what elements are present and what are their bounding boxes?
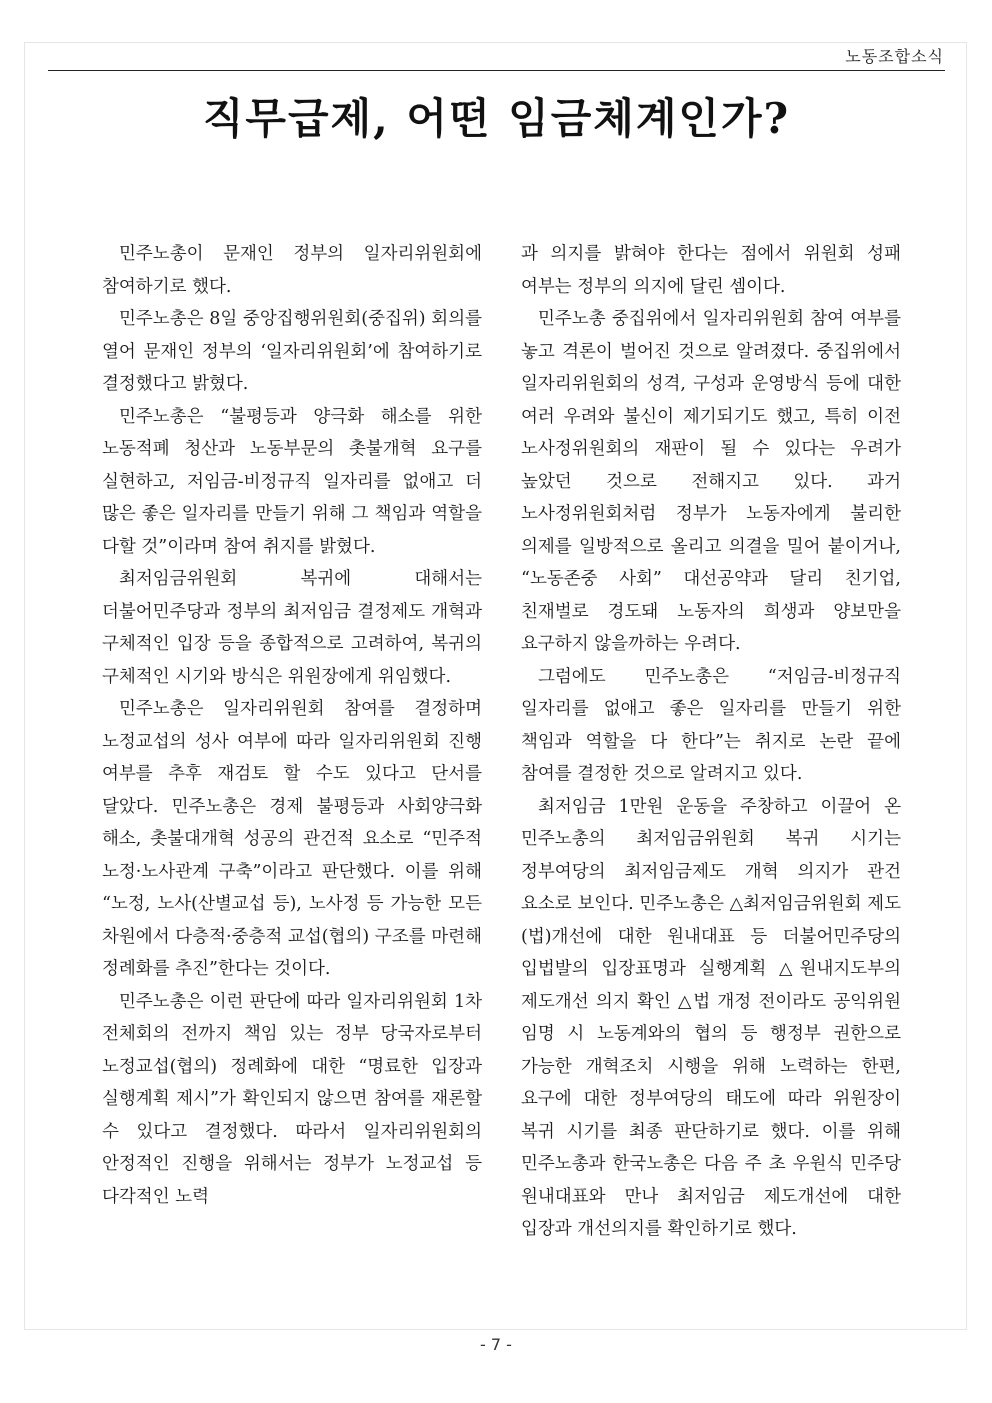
- article-title: 직무급제, 어떤 임금체계인가?: [202, 94, 791, 143]
- header-rule: [48, 70, 945, 71]
- paragraph: 민주노총은 일자리위원회 참여를 결정하며 노정교섭의 성사 여부에 따라 일자리위원회 진행 여부를 추후 재검토 할 수도 있다고 단서를 달았다. 민주노총은 경제 불평등과 사회양극화 해소, 촛불대개혁 성공의 관건적 요소로 “민주적 노정·노사관계 구축”이라고 판단했다. 이를 위해 “노정, 노사(산별교섭 등), 노사정 등 가능한 모든 차원에서 다층적·중층적 교섭(협의) 구조를 마련해 정례화를 추진”한다는 것이다.: [102, 699, 482, 979]
- right-column: [521, 238, 901, 1246]
- paragraph: 민주노총이 문재인 정부의 일자리위원회에 참여하기로 했다.: [102, 244, 482, 297]
- paragraph: 민주노총은 “불평등과 양극화 해소를 위한 노동적폐 청산과 노동부문의 촛불개혁 요구를 실현하고, 저임금-비정규직 일자리를 없애고 더 많은 좋은 일자리를 만들기 위해 그 책임과 역할을 다할 것”이라며 참여 취지를 밝혔다.: [102, 406, 482, 557]
- paragraph: 민주노총은 8일 중앙집행위원회(중집위) 회의를 열어 문재인 정부의 ‘일자리위원회’에 참여하기로 결정했다고 밝혔다.: [102, 309, 482, 394]
- paragraph-continuation: 과 의지를 밝혀야 한다는 점에서 위원회 성패 여부는 정부의 의지에 달린 셈이다.: [521, 244, 901, 297]
- paragraph: 최저임금 1만원 운동을 주창하고 이끌어 온 민주노총의 최저임금위원회 복귀 시기는 정부여당의 최저임금제도 개혁 의지가 관건 요소로 보인다. 민주노총은 △최저임금위원회 제도(법)개선에 대한 원내대표 등 더불어민주당의 입법발의 입장표명과 실행계획 △원내지도부의 제도개선 의지 확인 △법 개정 전이라도 공익위원 임명 시 노동계와의 협의 등 행정부 권한으로 가능한 개혁조치 시행을 위해 노력하는 한편, 요구에 대한 정부여당의 태도에 따라 위원장이 복귀 시기를 최종 판단하기로 했다. 이를 위해 민주노총과 한국노총은 다음 주 초 우원식 민주당 원내대표와 만나 최저임금 제도개선에 대한 입장과 개선의지를 확인하기로 했다.: [521, 796, 901, 1239]
- running-header: 노동조합소식: [845, 47, 944, 66]
- paragraph: 민주노총은 이런 판단에 따라 일자리위원회 1차 전체회의 전까지 책임 있는 정부 당국자로부터 노정교섭(협의) 정례화에 대한 “명료한 입장과 실행계획 제시”가 확인되지 않으면 참여를 재론할 수 있다고 결정했다. 따라서 일자리위원회의 안정적인 진행을 위해서는 정부가 노정교섭 등 다각적인 노력: [102, 991, 482, 1207]
- left-column: [102, 238, 482, 1213]
- page-number: - 7 -: [480, 1335, 512, 1354]
- paragraph: 최저임금위원회 복귀에 대해서는 더불어민주당과 정부의 최저임금 결정제도 개혁과 구체적인 입장 등을 종합적으로 고려하여, 복귀의 구체적인 시기와 방식은 위원장에게 위임했다.: [102, 569, 482, 687]
- paragraph: 민주노총 중집위에서 일자리위원회 참여 여부를 놓고 격론이 벌어진 것으로 알려졌다. 중집위에서 일자리위원회의 성격, 구성과 운영방식 등에 대한 여러 우려와 불신이 제기되기도 했고, 특히 이전 노사정위원회의 재판이 될 수 있다는 우려가 높았던 것으로 전해지고 있다. 과거 노사정위원회처럼 정부가 노동자에게 불리한 의제를 일방적으로 올리고 의결을 밀어 붙이거나, “노동존중 사회” 대선공약과 달리 친기업, 친재벌로 경도돼 노동자의 희생과 양보만을 요구하지 않을까하는 우려다.: [521, 309, 901, 654]
- paragraph: 그럼에도 민주노총은 “저임금-비정규직 일자리를 없애고 좋은 일자리를 만들기 위한 책임과 역할을 다 한다”는 취지로 논란 끝에 참여를 결정한 것으로 알려지고 있다.: [521, 666, 901, 784]
